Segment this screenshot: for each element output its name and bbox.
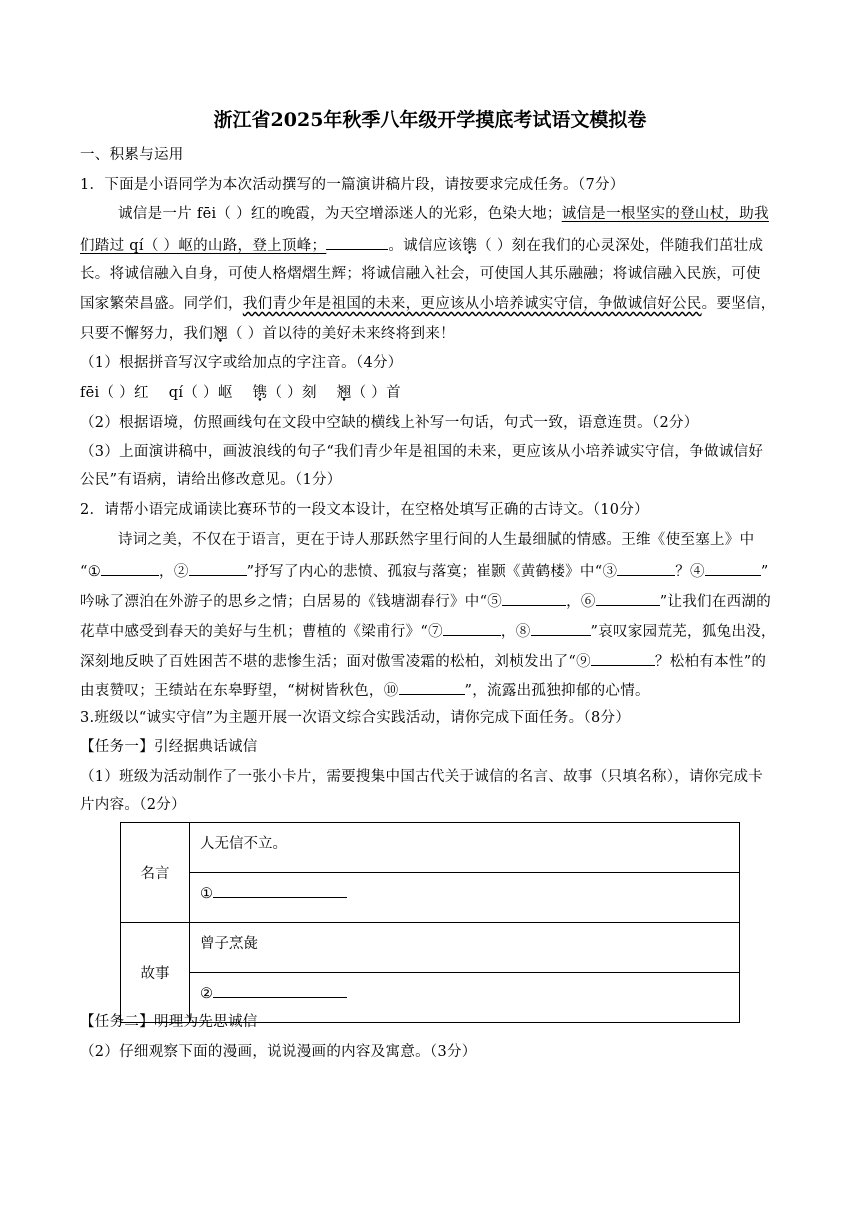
task-2-question: （2）仔细观察下面的漫画，说说漫画的内容及寓意。（3分） [80, 1044, 477, 1060]
speech-line-5: 只要不懈努力，我们翘（ ）首以待的美好未来终将到来！ [80, 326, 455, 342]
speech-line-1: 诚信是一片 fēi（ ）红的晚霞，为天空增添迷人的光彩，色染大地；诚信是一根坚实的登山杖，助我 [118, 206, 769, 222]
integrity-card-table [120, 822, 740, 1023]
quote-cell-2[interactable]: ① [190, 873, 740, 923]
row-head-stories: 故事 [121, 923, 190, 1023]
task-1-question-line-1: （1）班级为活动制作了一张小卡片，需要搜集中国古代关于诚信的名言、故事（只填名称），请你完成卡 [80, 769, 764, 785]
exam-title: 浙江省2025年秋季八年级开学摸底考试语文模拟卷 [213, 109, 647, 131]
answer-fei[interactable]: fēi（ ）红 [80, 385, 149, 401]
fill-blank-1[interactable] [101, 560, 159, 576]
fill-blank-8[interactable] [531, 620, 591, 636]
fill-blank-9[interactable] [591, 650, 655, 666]
speech-line-3: 长。将诚信融入自身，可使人格熠熠生辉；将诚信融入社会，可使国人其乐融融；将诚信融入民族，可使 [80, 266, 761, 282]
model-sentence-cont: 们踏过 qí（ ）岖的山路，登上顶峰； [80, 238, 327, 254]
question-2-stem: 2．请帮小语完成诵读比赛环节的一段文本设计，在空格处填写正确的古诗文。（10分） [80, 502, 649, 518]
poem-line-5: 深刻地反映了百姓困苦不堪的悲惨生活；面对傲雪凌霜的松柏，刘桢发出了“⑨ ？松柏有本性”的 [80, 650, 785, 672]
question-3-stem: 3.班级以“诚实守信”为主题开展一次语文综合实践活动，请你完成下面任务。（8分） [80, 710, 631, 726]
dotted-char: 镌 [252, 385, 268, 401]
answer-qi[interactable]: qí（ ）岖 [168, 385, 233, 401]
poem-line-3: 吟咏了漂泊在外游子的思乡之情；白居易的《钱塘湖春行》中“⑤ ，⑥ ”让我们在西湖的 [80, 590, 785, 612]
card-blank-2[interactable] [213, 982, 347, 998]
task-2-heading: 【任务二】明理为先思诚信 [80, 1014, 258, 1030]
fill-blank-6[interactable] [596, 590, 660, 606]
poem-line-6: 由衷赞叹；王绩站在东皋野望，“树树皆秋色，⑩ ”，流露出孤独抑郁的心情。 [80, 679, 785, 701]
fill-blank-5[interactable] [502, 590, 566, 606]
sub-question-2: （2）根据语境，仿照画线句在文段中空缺的横线上补写一句话，句式一致，语意连贯。（2分） [80, 415, 699, 431]
answer-line-1 [80, 383, 785, 403]
answer-qiao[interactable]: （ ）首 [351, 385, 401, 401]
speech-line-4: 国家繁荣昌盛。同学们，我们青少年是祖国的未来，更应该从小培养诚实守信，争做诚信好公民。要坚信， [80, 296, 776, 312]
question-1-stem: 1．下面是小语同学为本次活动撰写的一篇演讲稿片段，请按要求完成任务。（7分） [80, 177, 625, 193]
poem-line-4: 花草中感受到春天的美好与生机；曹植的《梁甫行》“⑦ ，⑧ ”哀叹家园荒芜，狐兔出没， [80, 620, 785, 642]
sub-question-3-line-1: （3）上面演讲稿中，画波浪线的句子“我们青少年是祖国的未来，更应该从小培养诚实守信，争做诚信好 [80, 444, 764, 460]
poem-line-2: “① ，② ”抒写了内心的悲愤、孤寂与落寞；崔颢《黄鹤楼》中“③ ？④ ” [80, 560, 785, 582]
story-cell-2[interactable]: ② [190, 973, 740, 1023]
dotted-char: 镌 [462, 238, 478, 254]
dotted-char: 翘 [213, 326, 229, 342]
sub-question-1: （1）根据拼音写汉字或给加点的字注音。（4分） [80, 355, 403, 371]
poem-line-1: 诗词之美，不仅在于语言，更在于诗人那跃然字里行间的人生最细腻的情感。王维《使至塞上》中 [118, 532, 755, 548]
card-blank-1[interactable] [213, 882, 347, 898]
task-1-question-line-2: 片内容。（2分） [80, 797, 186, 813]
model-sentence: 诚信是一根坚实的登山杖，助我 [561, 206, 769, 222]
quote-cell-1: 人无信不立。 [190, 823, 740, 873]
fill-blank-3[interactable] [617, 560, 675, 576]
speech-line-2: 们踏过 qí（ ）岖的山路，登上顶峰； 。诚信应该镌（ ）刻在我们的心灵深处，伴随我们茁壮成 [80, 234, 785, 256]
section-heading: 一、积累与运用 [80, 147, 184, 163]
fill-blank[interactable] [326, 234, 388, 250]
sub-question-3-line-2: 公民”有语病，请给出修改意见。（1分） [80, 472, 342, 488]
story-cell-1: 曾子烹彘 [190, 923, 740, 973]
fill-blank-10[interactable] [399, 679, 465, 695]
fill-blank-2[interactable] [189, 560, 247, 576]
fill-blank-7[interactable] [443, 620, 501, 636]
task-1-heading: 【任务一】引经据典话诚信 [80, 739, 258, 755]
fill-blank-4[interactable] [705, 560, 761, 576]
row-head-quotes: 名言 [121, 823, 190, 923]
wavy-sentence: 我们青少年是祖国的未来，更应该从小培养诚实守信，争做诚信好公民 [242, 296, 702, 312]
answer-juan[interactable]: （ ）刻 [267, 385, 317, 401]
dotted-char: 翘 [336, 385, 352, 401]
